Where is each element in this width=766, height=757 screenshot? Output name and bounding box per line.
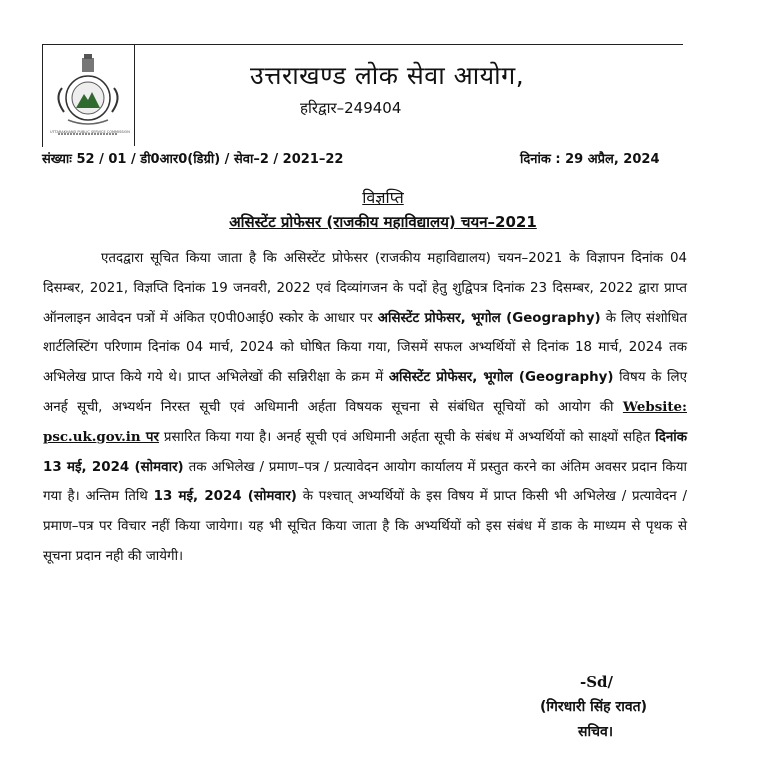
website-link[interactable]: Website: psc.uk.gov.in पर [43, 398, 687, 445]
reference-number: संख्याः 52 / 01 / डी0आर0(डिग्री) / सेवा–2 / 2021–22 [42, 152, 344, 167]
notice-subject: असिस्टेंट प्रोफेसर (राजकीय महाविद्यालय) चयन–2021 [229, 213, 537, 231]
body-text-2: के लिए संशोधित शार्टलिस्टिंग परिणाम दिनांक 04 मार्च, 2024 को घोषित किया गया, जिसमें सफल अभ्यर्थियों से दिनांक 18 मार्च, 2024 तक अभिलेख प्राप्त किये गये थे। प्राप्त अभिलेखों की सन्निरीक्षा के क्रम में [43, 310, 687, 386]
body-text-1: एतदद्वारा सूचित किया जाता है कि असिस्टेंट प्रोफेसर (राजकीय महाविद्यालय) चयन–2021 के विज्ञापन दिनांक 04 दिसम्बर, 2021, विज्ञप्ति दिनांक 19 जनवरी, 2022 एवं दिव्यांगजन के पदों हेतु शुद्विपत्र दिनांक 23 दिसम्बर, 2022 द्वारा प्राप्त ऑनलाइन आवेदन पत्रों में अंकित ए0पी0आई0 स्कोर के आधार पर [43, 251, 687, 326]
body-bold-post-1: असिस्टेंट प्रोफेसर, भूगोल (Geography) [377, 310, 601, 326]
organization-address: हरिद्वार–249404 [300, 99, 402, 117]
signature-sd: -Sd/ [580, 673, 614, 691]
notice-title: विज्ञप्ति [362, 188, 404, 207]
logo-cell [42, 44, 135, 146]
body-bold-deadline-2: 13 मई, 2024 (सोमवार) [153, 489, 297, 505]
commission-emblem-logo [48, 50, 128, 140]
body-text-4: प्रसारित किया गया है। अनर्ह सूची एवं अधिमानी अर्हता सूची के संबंध में अभ्यर्थियों को साक्ष्यों सहित [159, 429, 656, 445]
organization-name: उत्तराखण्ड लोक सेवा आयोग, [250, 61, 525, 90]
notice-body [43, 244, 687, 572]
body-bold-post-2: असिस्टेंट प्रोफेसर, भूगोल (Geography) [388, 370, 614, 386]
body-text-3: विषय के लिए अनर्ह सूची, अभ्यर्थन निरस्त सूची एवं अधिमानी अर्हता विषयक सूचना से संबंधित सूचियों को आयोग की [43, 370, 687, 415]
signatory-designation: सचिव। [578, 724, 614, 740]
logo-caption: UTTARAKHAND PUBLIC SERVICE COMMISSION [50, 130, 130, 134]
notice-date: दिनांक : 29 अप्रैल, 2024 [520, 152, 660, 167]
body-bold-deadline-1: दिनांक 13 मई, 2024 (सोमवार) [43, 429, 687, 475]
body-text-5: तक अभिलेख / प्रमाण–पत्र / प्रत्यावेदन आयोग कार्यालय में प्रस्तुत करने का अंतिम अवसर प्रदान किया गया है। अन्तिम तिथि [43, 459, 687, 505]
signatory-name: (गिरधारी सिंह रावत) [540, 699, 648, 715]
body-text-6: के पश्चात् अभ्यर्थियों के इस विषय में प्राप्त किसी भी अभिलेख / प्रत्यावेदन / प्रमाण–पत्र पर विचार नहीं किया जायेगा। यह भी सूचित किया जाता है कि अभ्यर्थियों को इस संबंध में डाक के माध्यम से पृथक से सूचना प्रदान नही की जायेगी। [43, 489, 688, 564]
